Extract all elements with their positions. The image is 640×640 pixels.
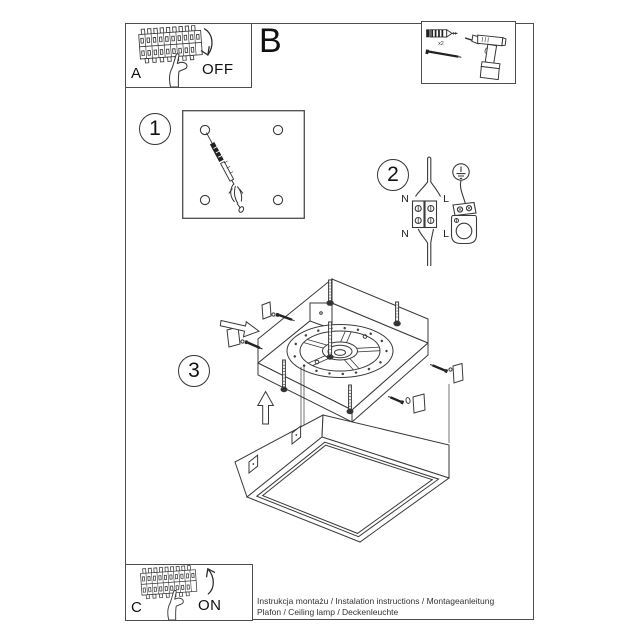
circuit-breaker-panel-icon [140, 565, 197, 620]
lamp-cable-icon [418, 229, 433, 266]
panel-c-action-label: ON [198, 597, 222, 614]
footer-caption [257, 596, 494, 617]
panel-c-box [125, 564, 253, 621]
step1-number-badge [139, 113, 171, 145]
step3-number-badge [178, 355, 210, 387]
wire-label-n-bottom: N [401, 228, 409, 240]
ground-wire [460, 181, 465, 205]
tools-illustration [422, 22, 515, 83]
wire-label-l-bottom: L [443, 228, 449, 240]
circuit-breaker-panel-icon [138, 25, 202, 87]
panel-c-illustration [126, 565, 252, 620]
step2-number: 2 [387, 163, 399, 186]
panel-a-box [125, 23, 252, 88]
lamp-body-icon [235, 415, 449, 542]
side-screw-right [430, 364, 463, 384]
supply-cable-icon [416, 157, 441, 196]
terminal-block-icon [413, 201, 437, 228]
footer-line2: Plafon / Ceiling lamp / Deckenleuchte [257, 606, 399, 617]
screw-icon [427, 50, 461, 58]
section-b-label: B [259, 22, 282, 60]
lamp-housing-icon [452, 216, 477, 244]
step3-exploded-view [213, 272, 488, 572]
footer-line1: Instrukcja montażu / Instalation instructions / Montageanleitung [257, 596, 495, 606]
step2-wiring-diagram [375, 150, 505, 270]
drill-icon [465, 35, 506, 80]
step1-number: 1 [149, 117, 161, 140]
step1-diagram [182, 110, 305, 219]
anchor-qty-label: x2 [438, 40, 444, 47]
side-screw-bottom-right [388, 394, 425, 413]
curved-arrow-up-icon [207, 569, 215, 594]
mounting-bracket-icon [453, 203, 476, 216]
round-mounting-plate-icon [287, 325, 393, 378]
tools-box [421, 21, 516, 84]
wire-label-n-top: N [401, 193, 409, 205]
insert-direction-arrow-icon [220, 321, 259, 337]
wall-plug-anchor-icon [428, 29, 458, 37]
earth-ground-symbol-icon [453, 164, 469, 180]
curved-arrow-down-icon [201, 29, 212, 55]
side-screw-left-top [262, 302, 295, 321]
lift-up-arrow-icon [258, 392, 274, 425]
panel-a-action-label: OFF [202, 61, 234, 78]
panel-c-label: C [131, 599, 142, 616]
panel-a-label: A [131, 65, 142, 82]
step3-number: 3 [188, 359, 200, 382]
wire-label-l-top: L [443, 193, 449, 205]
